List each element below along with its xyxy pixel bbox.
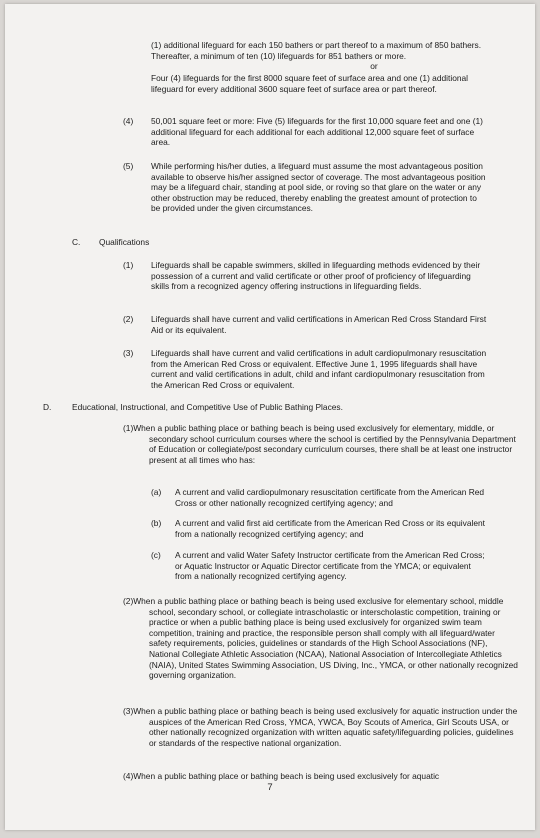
item-number: (a) — [151, 487, 162, 497]
item-text: Lifeguards shall have current and valid certifications in adult cardiopulmonary resuscitation from the American Red Cross or equivalent. Effective June 1, 1995 lifeguards shall have current and valid certifications in adult, child and infant cardiopulmonary resuscitation from the American Red Cross or equivalent. — [151, 348, 487, 390]
section-heading: Qualifications — [99, 237, 150, 247]
item-number: (2) — [123, 314, 134, 324]
item-number: (5) — [123, 161, 134, 171]
section-letter: D. — [43, 402, 52, 412]
paragraph-d1: (1)When a public bathing place or bathing beach is being used exclusively for elementary, middle, or secondary school curriculum courses where the school is certified by the Pennsylvania Department of Education or collegiate/post secondary curriculum courses, there shall be at least one instructor present at all times who has: — [123, 423, 516, 465]
item-number: (c) — [151, 550, 161, 560]
paragraph-d2: (2)When a public bathing place or bathing beach is being used exclusive for elementary school, middle school, secondary school, or collegiate intrascholastic or interscholastic competition, training or practice or when a public bathing place is being used exclusively for organized swim team competition, training and practice, the responsible person shall comply with all lifeguard/water safety requirements, policies, guidelines or standards of the High School Associations (NF), National Collegiate Athletic Association (NCAA), National Association of Intercollegiate Athletics (NAIA), United States Swimming Association, US Diving, Inc., YMCA, or other nationally recognized governing organization. — [123, 596, 518, 681]
item-text: A current and valid cardiopulmonary resuscitation certificate from the American Red Cross or other nationally recognized certifying agency; and — [175, 487, 485, 508]
section-letter: C. — [72, 237, 81, 247]
item-text: 50,001 square feet or more: Five (5) lifeguards for the first 10,000 square feet and one (1) additional lifeguard for each additional for each additional 12,000 square feet of surface area. — [151, 116, 483, 148]
paragraph-d4: (4)When a public bathing place or bathing beach is being used exclusively for aquatic — [123, 771, 440, 781]
item-number: (1) — [123, 260, 134, 270]
section-heading: Educational, Instructional, and Competitive Use of Public Bathing Places. — [72, 402, 343, 412]
or-separator: or — [370, 61, 378, 71]
item-text: A current and valid Water Safety Instructor certificate from the American Red Cross; or Aquatic Instructor or Aquatic Director certificate from the YMCA; or equivalent from a nationally recognized certifying agency. — [175, 550, 485, 582]
document-page — [5, 4, 535, 830]
item-text: While performing his/her duties, a lifeguard must assume the most advantageous position available to observe his/her assigned sector of coverage. The most advantageous position may be a lifeguard chair, standing at pool side, or roving so that glare on the water or any other obstruction may be reduced, thereby enabling the greatest amount of protection to be provided under the given circumstances. — [151, 161, 486, 214]
page-number: 7 — [267, 782, 273, 793]
intro-paragraph-2: Four (4) lifeguards for the first 8000 square feet of surface area and one (1) additional lifeguard for every additional 3600 square feet of surface area or part thereof. — [151, 73, 469, 94]
item-text: Lifeguards shall be capable swimmers, skilled in lifeguarding methods evidenced by their possession of a current and valid certificate or other proof of proficiency of lifeguarding skills from a recognized agency offering instructions in lifeguarding fields. — [151, 260, 481, 292]
item-number: (3) — [123, 348, 134, 358]
item-number: (4) — [123, 116, 134, 126]
paragraph-d3: (3)When a public bathing place or bathing beach is being used exclusively for aquatic instruction under the auspices of the American Red Cross, YMCA, YWCA, Boy Scouts of America, Girl Scouts USA, or other nationally recognized organization with written aquatic safety/lifeguarding policies, guidelines or standards of the respective national organization. — [123, 706, 518, 748]
intro-paragraph-1: (1) additional lifeguard for each 150 bathers or part thereof to a maximum of 850 bathers. Thereafter, a minimum of ten (10) lifeguards for 851 bathers or more. — [151, 40, 482, 61]
item-text: Lifeguards shall have current and valid certifications in American Red Cross Standard First Aid or its equivalent. — [151, 314, 487, 335]
item-text: A current and valid first aid certificate from the American Red Cross or its equivalent from a nationally recognized certifying agency; and — [175, 518, 486, 539]
item-number: (b) — [151, 518, 162, 528]
